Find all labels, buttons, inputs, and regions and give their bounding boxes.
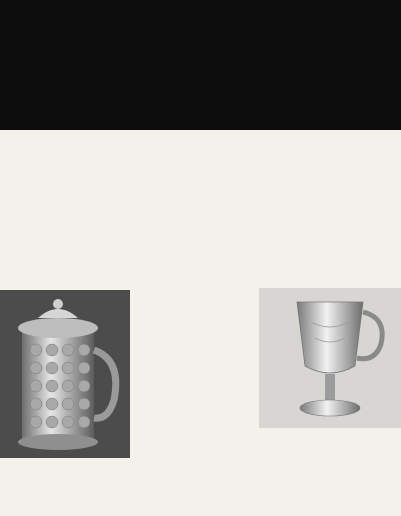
tankard-photo — [0, 290, 130, 458]
apostle-figurines-strip — [0, 152, 401, 200]
spoons-photo — [0, 0, 401, 130]
tankard-icon — [0, 290, 130, 458]
cup-photo — [259, 288, 401, 428]
spoons-illustration — [0, 0, 401, 130]
cup-icon — [259, 288, 401, 428]
